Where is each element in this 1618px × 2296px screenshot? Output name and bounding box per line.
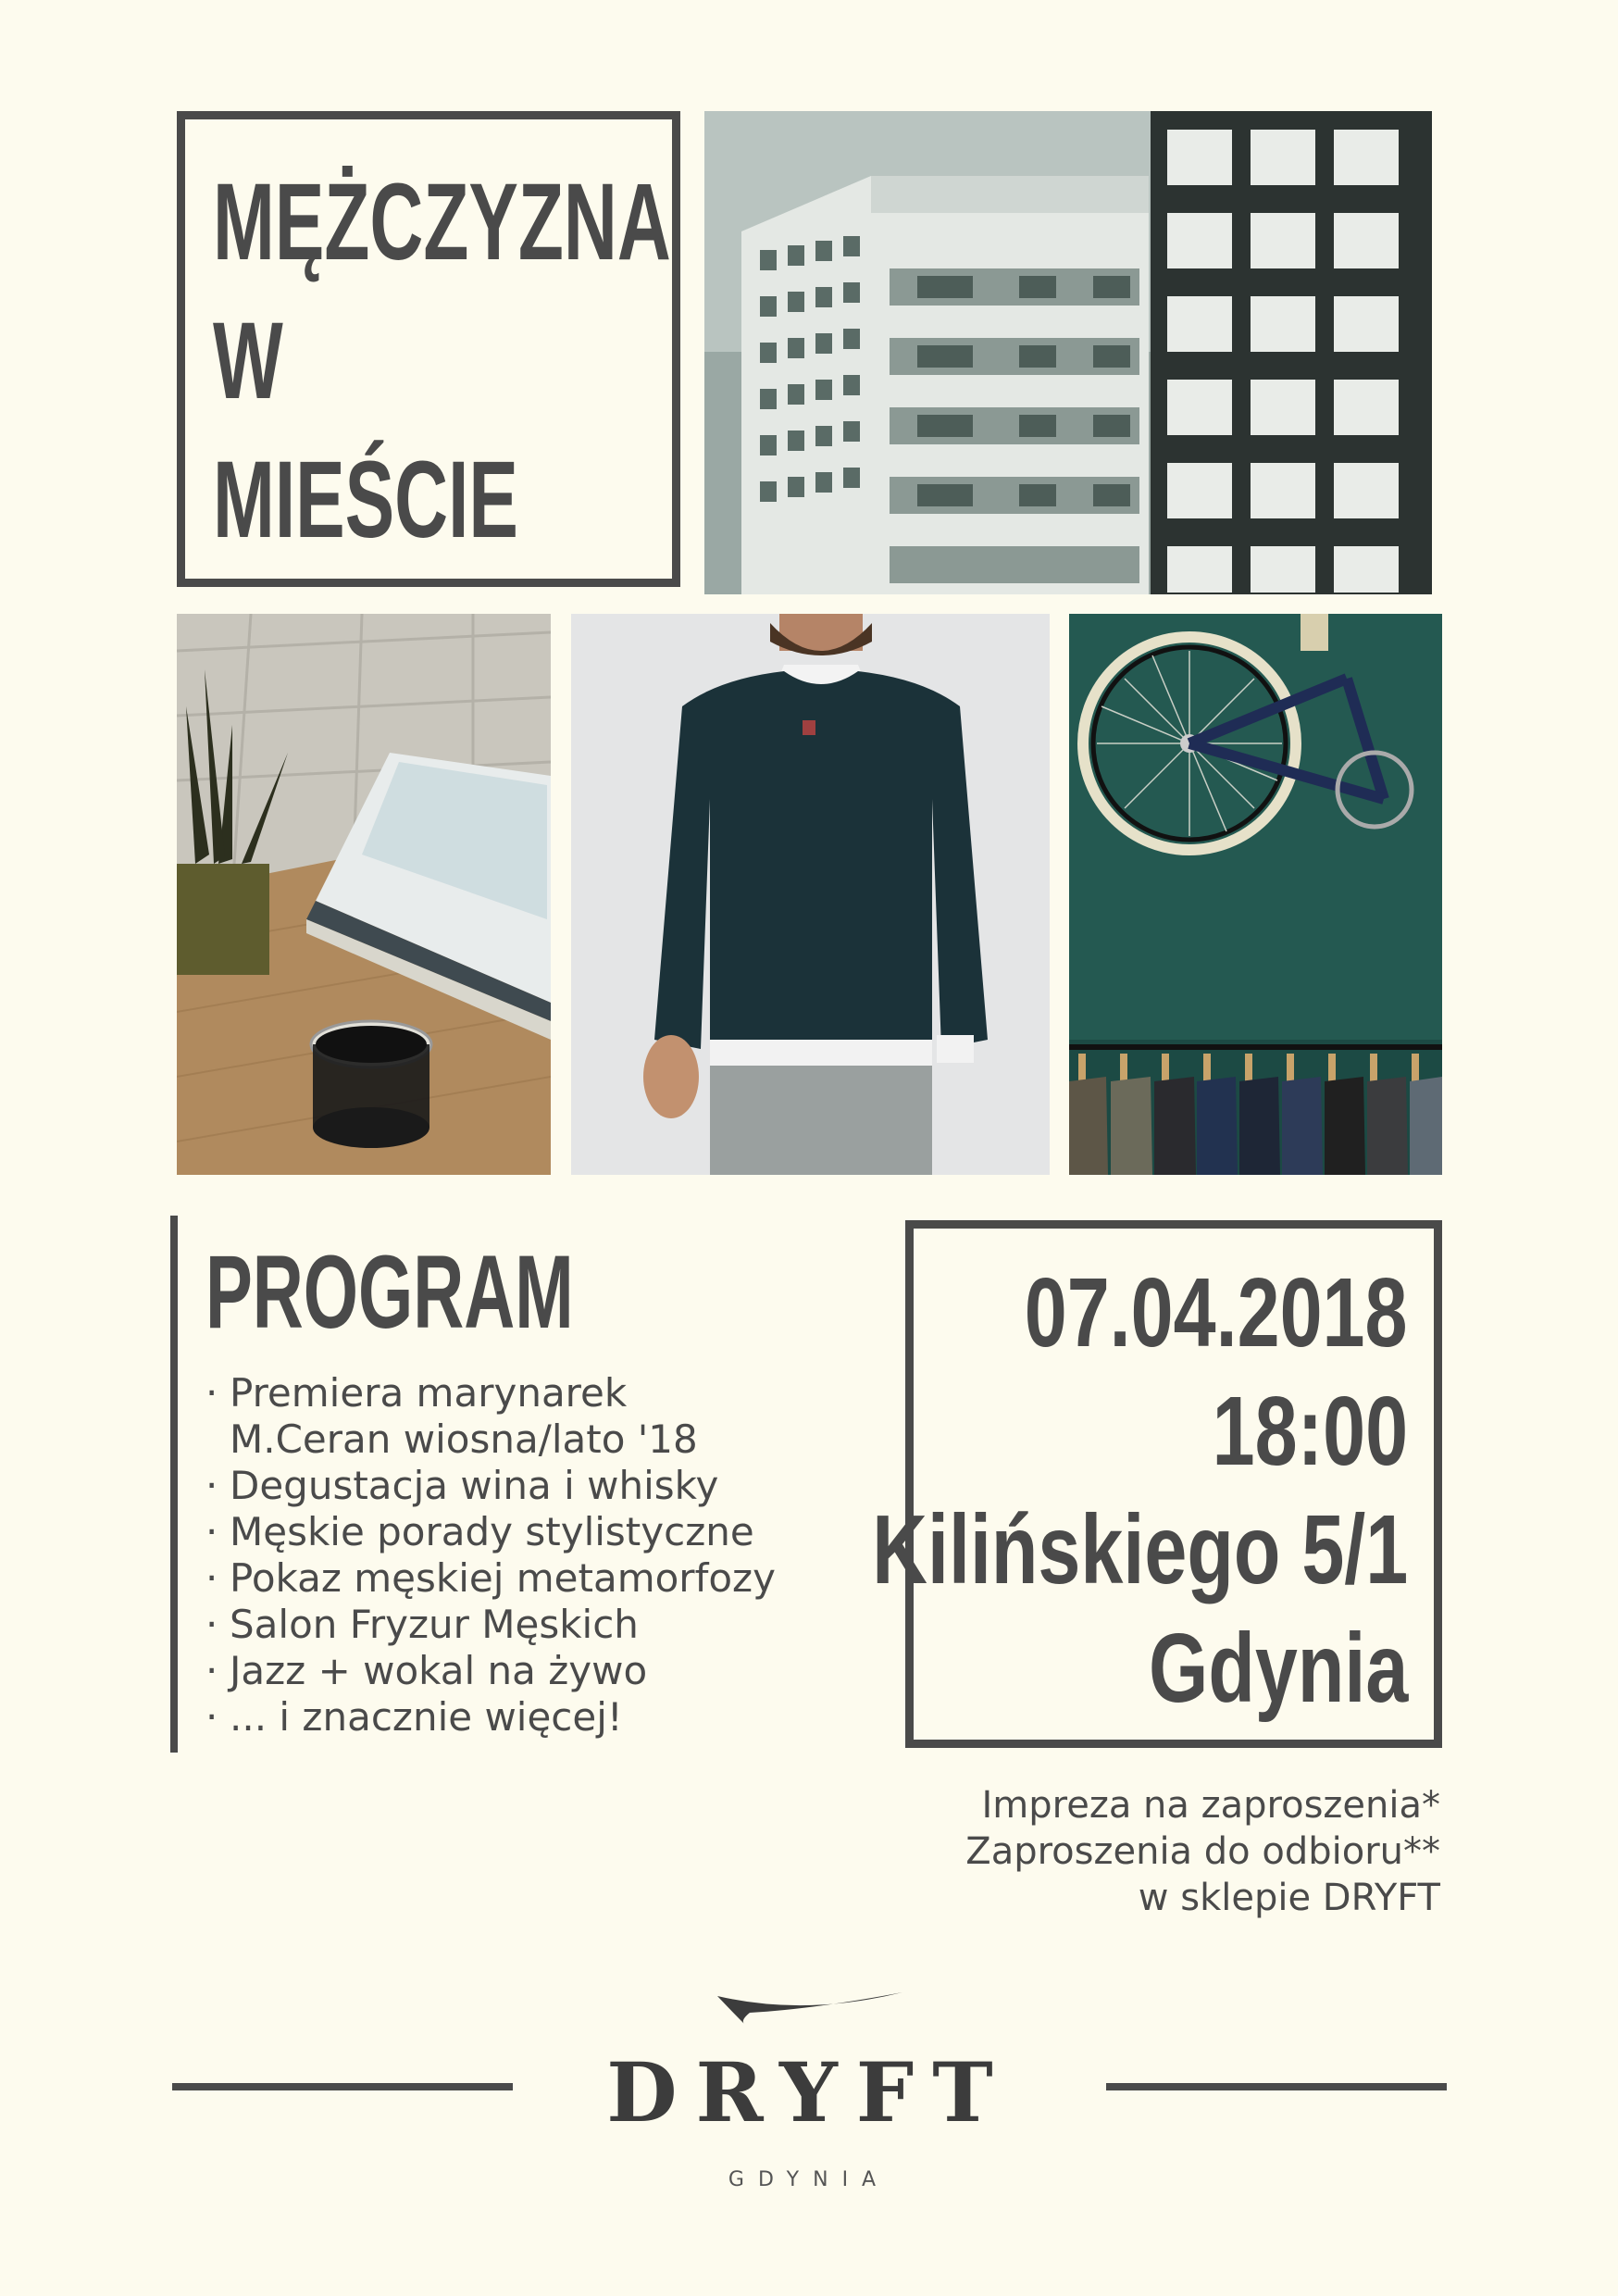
logo-rule-right — [1106, 2083, 1447, 2090]
list-item: · Degustacja wina i whisky — [205, 1463, 719, 1508]
event-city: Gdynia — [1148, 1614, 1408, 1723]
list-item: · Pokaz męskiej metamorfozy — [205, 1555, 776, 1601]
event-address: Kilińskiego 5/1 — [872, 1495, 1408, 1604]
list-item: · ... i znacznie więcej! — [205, 1694, 623, 1740]
list-item: · Jazz + wokal na żywo — [205, 1648, 648, 1693]
title-box — [177, 111, 680, 587]
program-bar — [170, 1216, 178, 1753]
logo-wordmark: DRYFT — [606, 2044, 1012, 2140]
title-line-3: MIEŚCIE — [213, 439, 518, 561]
event-date: 07.04.2018 — [1025, 1258, 1408, 1367]
coffee-books-photo — [177, 614, 551, 1175]
buildings-photo — [704, 111, 1432, 594]
logo-swoosh-icon — [713, 1989, 907, 2026]
event-time: 18:00 — [1212, 1377, 1408, 1486]
logo-rule-left — [172, 2083, 513, 2090]
title-line-2: W — [213, 300, 283, 422]
event-info-box — [872, 1220, 1442, 1748]
note-line-1: Impreza na zaproszenia* — [981, 1784, 1440, 1827]
bicycle-wall-photo — [1069, 614, 1442, 1175]
man-sweater-photo — [571, 614, 1050, 1175]
title-line-1: MĘŻCZYZNA — [213, 161, 671, 283]
note-line-2: Zaproszenia do odbioru** — [965, 1830, 1440, 1873]
program-list — [205, 1370, 872, 1741]
logo-subtitle: GDYNIA — [728, 2168, 890, 2191]
list-item: · Męskie porady stylistyczne — [205, 1509, 754, 1554]
invitation-notes — [965, 1782, 1440, 1921]
list-item: · Premiera marynarek M.Ceran wiosna/lato '18 — [205, 1370, 698, 1462]
list-item: · Salon Fryzur Męskich — [205, 1602, 639, 1647]
program-heading: PROGRAM — [205, 1234, 574, 1350]
note-line-3: w sklepie DRYFT — [1138, 1877, 1440, 1919]
